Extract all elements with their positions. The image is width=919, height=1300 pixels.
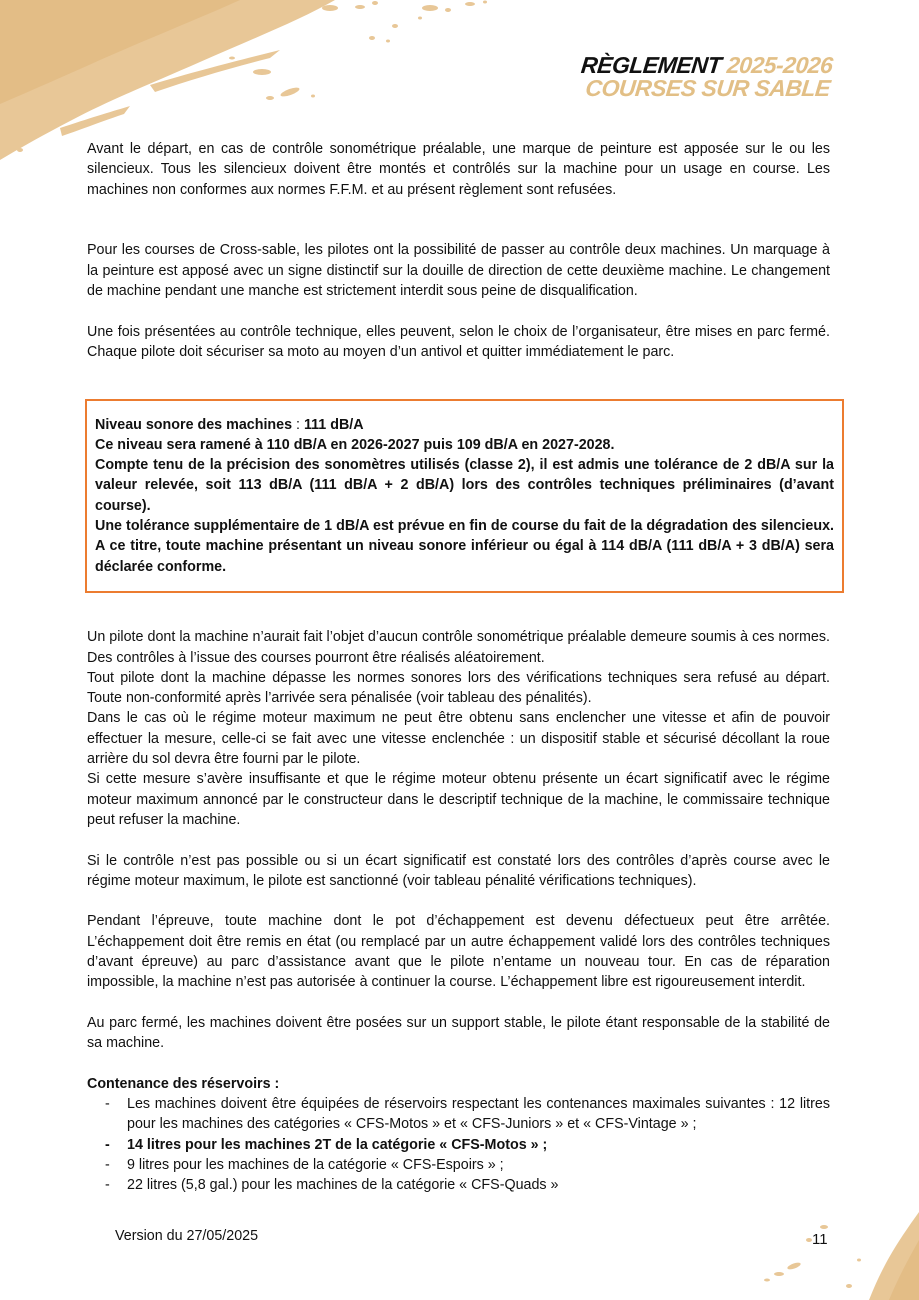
notice-line: Une tolérance supplémentaire de 1 dB/A est prévue en fin de course du fait de la dégradation des silencieux. A ce titre, toute machine présentant un niveau sonore inférieur ou égal à 114 dB/A (111 dB/A + 3 dB/A) sera déclarée conforme.	[95, 518, 834, 575]
brush-dots-decoration-top	[400, 0, 520, 30]
paragraph: Si le contrôle n’est pas possible ou si un écart significatif est constaté lors des contrôles d’après course avec le régime moteur maximum, le pilote est sanctionné (voir tableau pénalité vérifications techniques).	[87, 852, 830, 889]
list-dash: -	[105, 1177, 110, 1194]
notice-line	[95, 415, 834, 435]
list-item	[87, 1155, 830, 1175]
list-dash: -	[105, 1156, 110, 1173]
notice-separator: :	[292, 416, 304, 433]
paragraph: Pour les courses de Cross-sable, les pilotes ont la possibilité de passer au contrôle deux machines. Un marquage à la peinture est apposé avec un signe distinctif sur la douille de direction de cette deuxième machine. Le changement de machine pendant une manche est strictement interdit sous peine de disqualification.	[87, 242, 830, 300]
list-item	[87, 1135, 830, 1155]
header-title	[577, 54, 833, 100]
paragraph: Un pilote dont la machine n’aurait fait l’objet d’aucun contrôle sonométrique préalable demeure soumis à ces normes. Des contrôles à l’issue des courses pourront être réalisés aléatoirement.	[87, 629, 830, 666]
paragraph: Pendant l’épreuve, toute machine dont le pot d’échappement est devenu défectueux peut être arrêtée. L’échappement doit être remis en état (ou remplacé par un autre échappement validé lors des contrôles techniques d’avant épreuve) au parc d’assistance avant que le pilote n’entame un nouveau tour. En cas de réparation impossible, la machine n’est pas autorisée à continuer la course. L’échappement libre est rigoureusement interdit.	[87, 913, 830, 991]
notice-line: Compte tenu de la précision des sonomètres utilisés (classe 2), il est admis une tolérance de 2 dB/A sur la valeur relevée, soit 113 dB/A (111 dB/A + 2 dB/A) lors des contrôles techniques préliminaires (d’avant course).	[95, 457, 834, 514]
noise-level-notice-box	[85, 399, 844, 593]
paragraph: Si cette mesure s’avère insuffisante et que le régime moteur obtenu présente un écart significatif avec le régime moteur maximum annoncé par le constructeur dans le descriptif technique de la machine, le commissaire technique peut refuser la machine.	[87, 771, 830, 828]
page-number: 11	[812, 1231, 828, 1248]
notice-line: Ce niveau sera ramené à 110 dB/A en 2026-2027 puis 109 dB/A en 2027-2028.	[95, 436, 615, 453]
list-item	[87, 1094, 830, 1135]
section-title: Contenance des réservoirs :	[87, 1075, 280, 1092]
list-dash: -	[105, 1096, 110, 1113]
paragraph: Tout pilote dont la machine dépasse les normes sonores lors des vérifications techniques sera refusé au départ. Toute non-conformité après l’arrivée sera pénalisée (voir tableau des pénalités).	[87, 669, 830, 707]
header-title-word: RÈGLEMENT	[579, 52, 723, 78]
document-body	[87, 139, 834, 1196]
paragraph: Avant le départ, en cas de contrôle sonométrique préalable, une marque de peinture est apposée sur le ou les silencieux. Tous les silencieux doivent être montés et contrôlés sur la machine pour un usage en course. Les machines non conformes aux normes F.F.M. et au présent règlement sont refusées.	[87, 141, 830, 198]
paragraph: Une fois présentées au contrôle technique, elles peuvent, selon le choix de l’organisateur, être mises en parc fermé. Chaque pilote doit sécuriser sa moto au moyen d’un antivol et quitter immédiatement le parc.	[87, 323, 830, 360]
list-dash: -	[105, 1136, 110, 1153]
list-item	[87, 1175, 830, 1195]
list-item-text: Les machines doivent être équipées de réservoirs respectant les contenances maximales suivantes : 12 litres pour les machines des catégories « CFS-Motos » et « CFS-Juniors » et « CFS-Vintage » ;	[127, 1096, 830, 1133]
paragraph: Dans le cas où le régime moteur maximum ne peut être obtenu sans enclencher une vitesse et afin de pouvoir effectuer la mesure, celle-ci se fait avec une vitesse enclenchée : un dispositif stable et sécurisé décollant la roue arrière du sol devra être fourni par le pilote.	[87, 710, 830, 768]
notice-label: Niveau sonore des machines	[95, 416, 293, 433]
notice-value: 111 dB/A	[303, 416, 364, 433]
footer-version: Version du 27/05/2025	[115, 1228, 259, 1244]
brush-stroke-decoration-bottom	[749, 1200, 919, 1300]
header-title-years: 2025-2026	[725, 52, 834, 78]
paragraph: Au parc fermé, les machines doivent être posées sur un support stable, le pilote étant responsable de la stabilité de sa machine.	[87, 1014, 830, 1052]
header-subtitle: COURSES SUR SABLE	[583, 75, 832, 101]
reservoir-list	[87, 1094, 830, 1195]
list-item-text: 22 litres (5,8 gal.) pour les machines de la catégorie « CFS-Quads »	[127, 1177, 559, 1194]
list-item-text: 14 litres pour les machines 2T de la catégorie « CFS-Motos » ;	[127, 1136, 548, 1153]
list-item-text: 9 litres pour les machines de la catégorie « CFS-Espoirs » ;	[127, 1156, 504, 1173]
